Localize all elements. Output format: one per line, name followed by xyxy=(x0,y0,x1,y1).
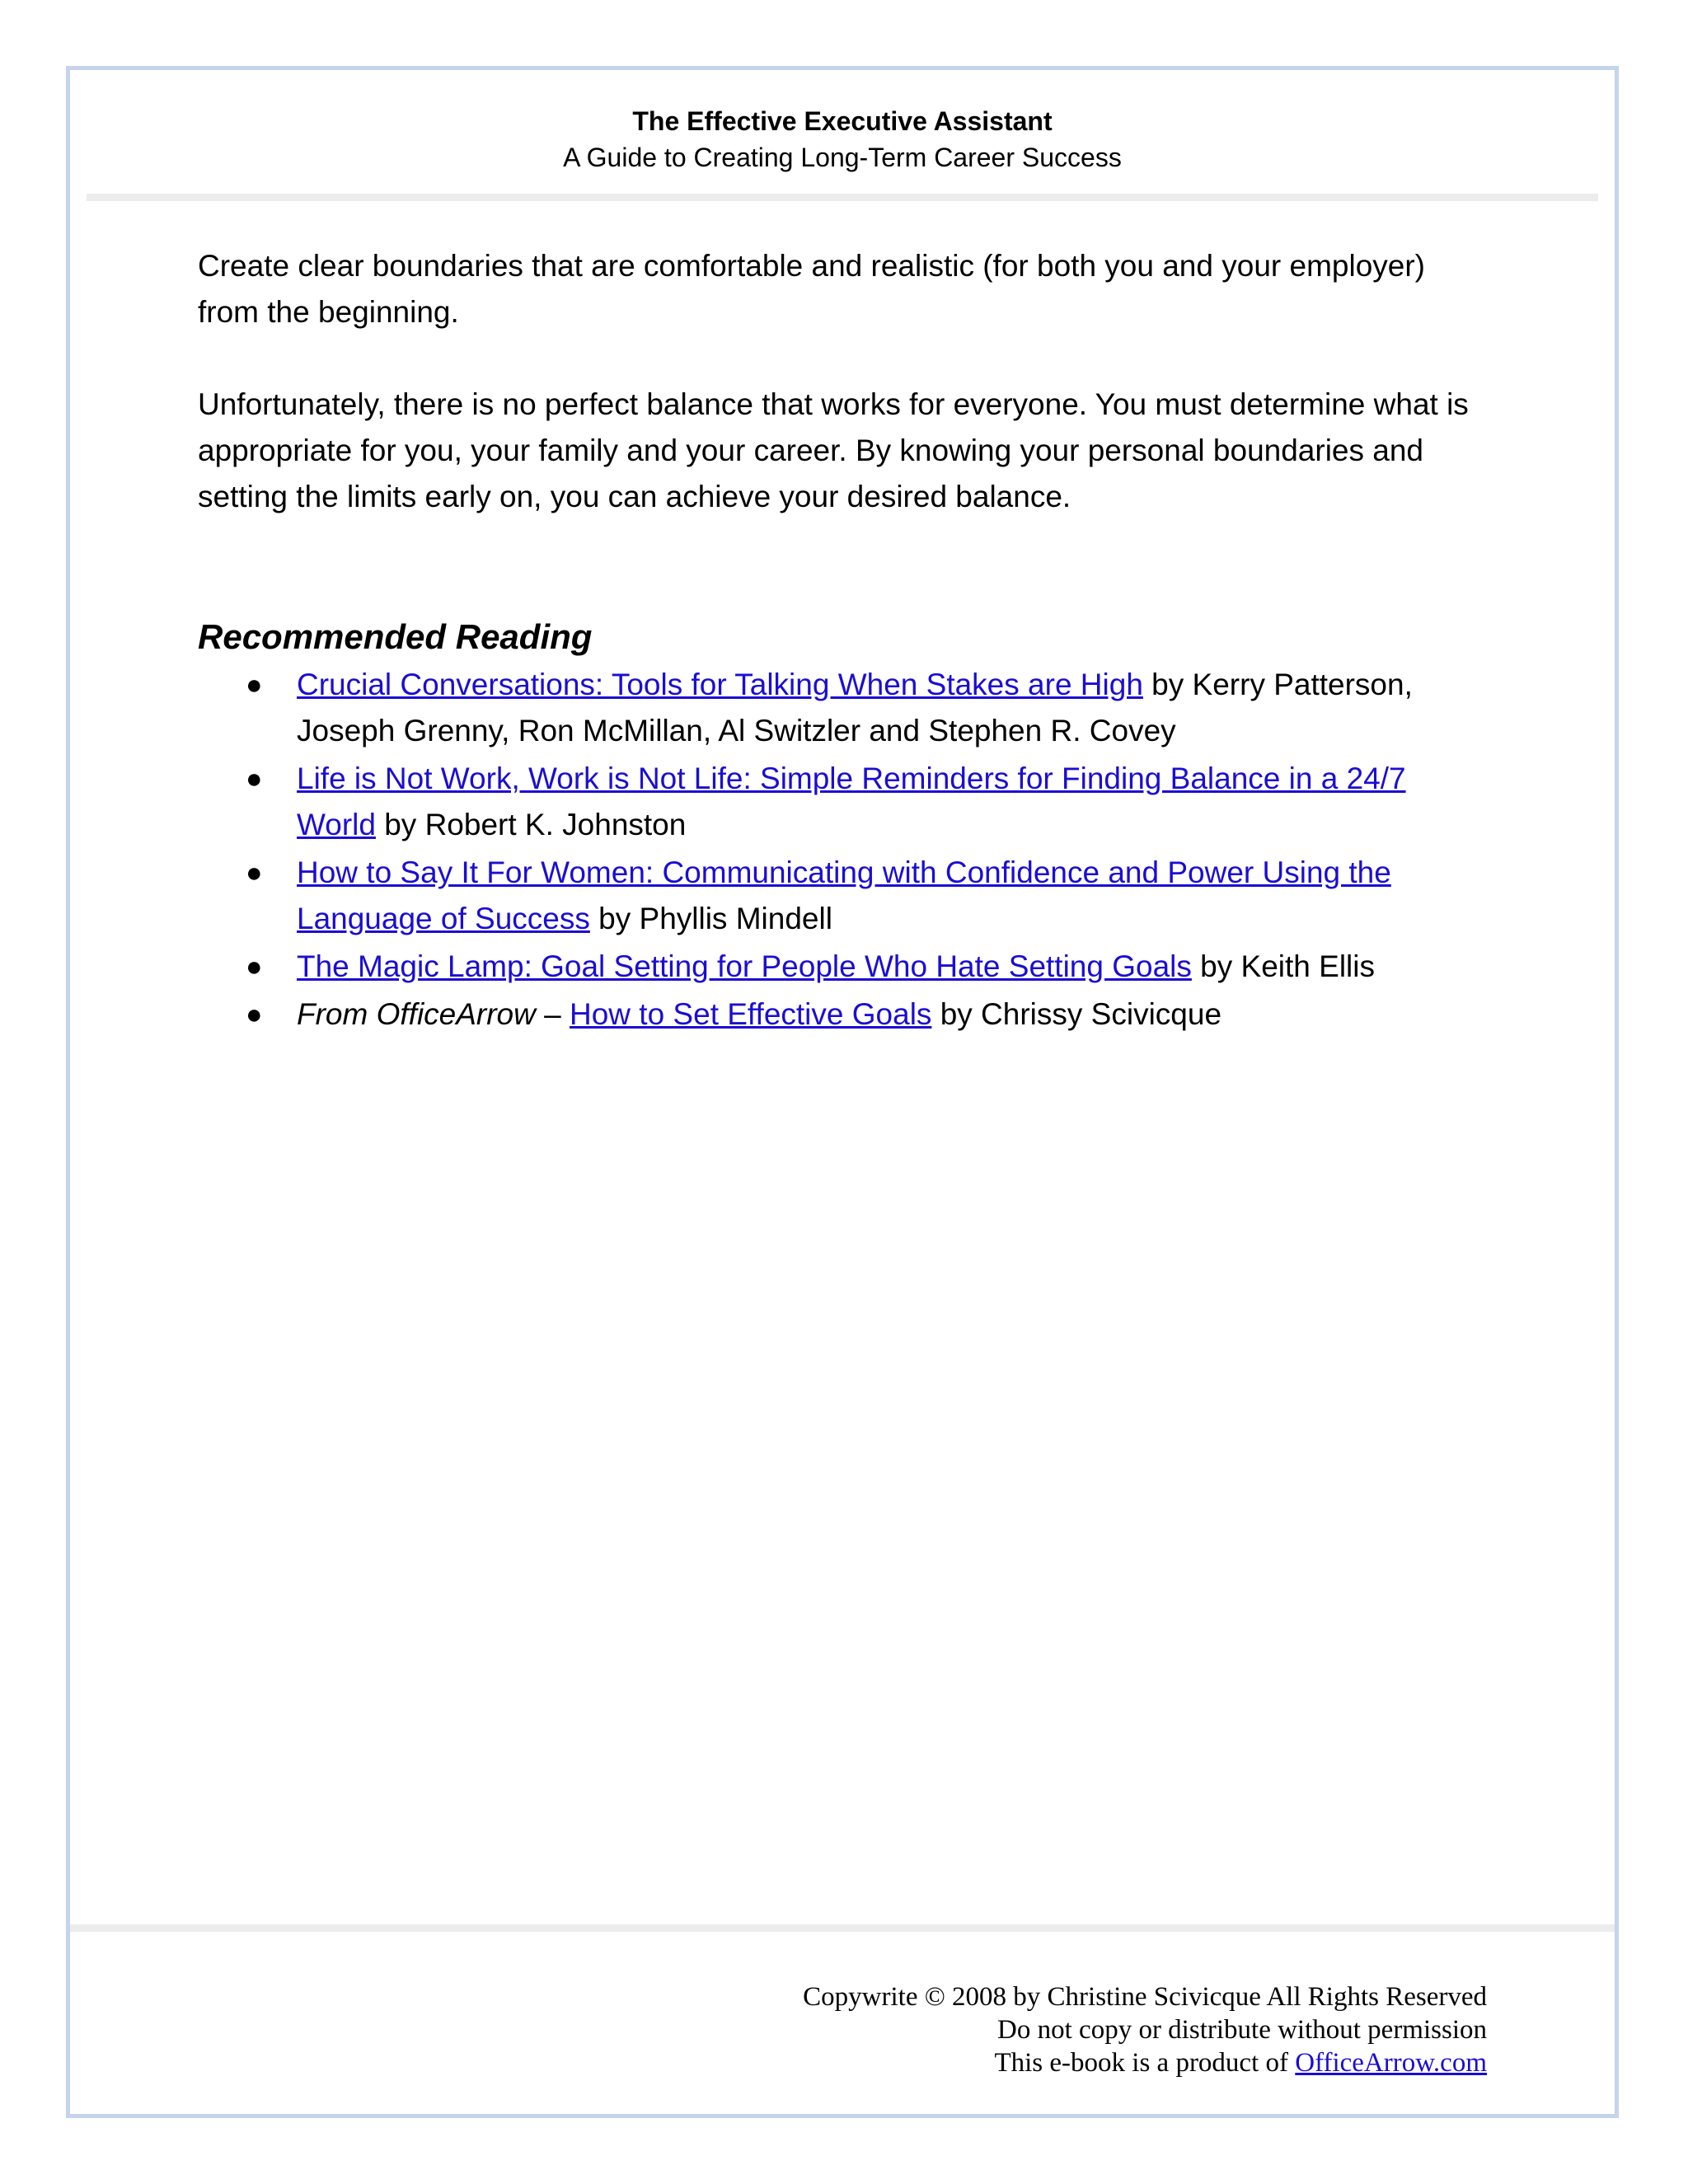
reading-list-item xyxy=(246,944,1487,990)
body-paragraph: Create clear boundaries that are comfortable and realistic (for both you and your employer) from the beginning. xyxy=(198,249,1425,329)
page-frame xyxy=(66,66,1619,2118)
reading-item-author: by Robert K. Johnston xyxy=(375,808,687,841)
footer-divider xyxy=(70,1924,1615,1932)
footer-product-line xyxy=(803,2046,1487,2079)
reading-item-link[interactable]: How to Set Effective Goals xyxy=(570,997,932,1031)
reading-item-link[interactable]: Crucial Conversations: Tools for Talking When Stakes are High xyxy=(297,668,1143,701)
footer-permission: Do not copy or distribute without permission xyxy=(997,2015,1487,2045)
reading-item-prefix: From OfficeArrow xyxy=(297,997,536,1031)
body-paragraph: Unfortunately, there is no perfect balance that works for everyone. You must determine what is appropriate for you, your family and your career. By knowing your personal boundaries and setting the limits early on, you can achieve your desired balance. xyxy=(198,387,1469,513)
footer-copyright: Copywrite © 2008 by Christine Scivicque All Rights Reserved xyxy=(803,1982,1487,2012)
header-subtitle: A Guide to Creating Long-Term Career Success xyxy=(563,143,1122,172)
header-title: The Effective Executive Assistant xyxy=(632,106,1053,136)
recommended-reading-heading: Recommended Reading xyxy=(198,617,593,656)
bullet-icon: ● xyxy=(246,999,263,1030)
reading-list-item xyxy=(246,991,1487,1038)
reading-list-item xyxy=(246,756,1487,848)
footer-site-link[interactable]: OfficeArrow.com xyxy=(1295,2048,1487,2078)
reading-list-item xyxy=(246,850,1487,942)
reading-item-link[interactable]: How to Say It For Women: Communicating with Confidence and Power Using the Language of Success xyxy=(297,855,1391,935)
reading-item-link[interactable]: Life is Not Work, Work is Not Life: Simple Reminders for Finding Balance in a 24/7 World xyxy=(297,762,1406,841)
bullet-icon: ● xyxy=(246,951,263,982)
bullet-icon: ● xyxy=(246,763,263,794)
footer-product-text: This e-book is a product of xyxy=(994,2048,1296,2078)
reading-item-author: by Keith Ellis xyxy=(1191,949,1375,983)
reading-item-author: by Phyllis Mindell xyxy=(589,902,832,935)
reading-item-prefix-separator: – xyxy=(535,997,570,1031)
page-footer xyxy=(803,1980,1487,2079)
page-content xyxy=(198,243,1487,1039)
reading-item-author: by Chrissy Scivicque xyxy=(931,997,1222,1031)
bullet-icon: ● xyxy=(246,857,263,888)
reading-item-author: by Kerry Patterson, Joseph Grenny, Ron McMillan, Al Switzler and Stephen R. Covey xyxy=(297,668,1413,748)
bullet-icon: ● xyxy=(246,669,263,701)
reading-item-link[interactable]: The Magic Lamp: Goal Setting for People Who Hate Setting Goals xyxy=(297,949,1192,983)
header-divider xyxy=(87,194,1598,201)
recommended-reading-list xyxy=(198,662,1487,1038)
reading-list-item xyxy=(246,662,1487,754)
page-header xyxy=(70,103,1615,176)
